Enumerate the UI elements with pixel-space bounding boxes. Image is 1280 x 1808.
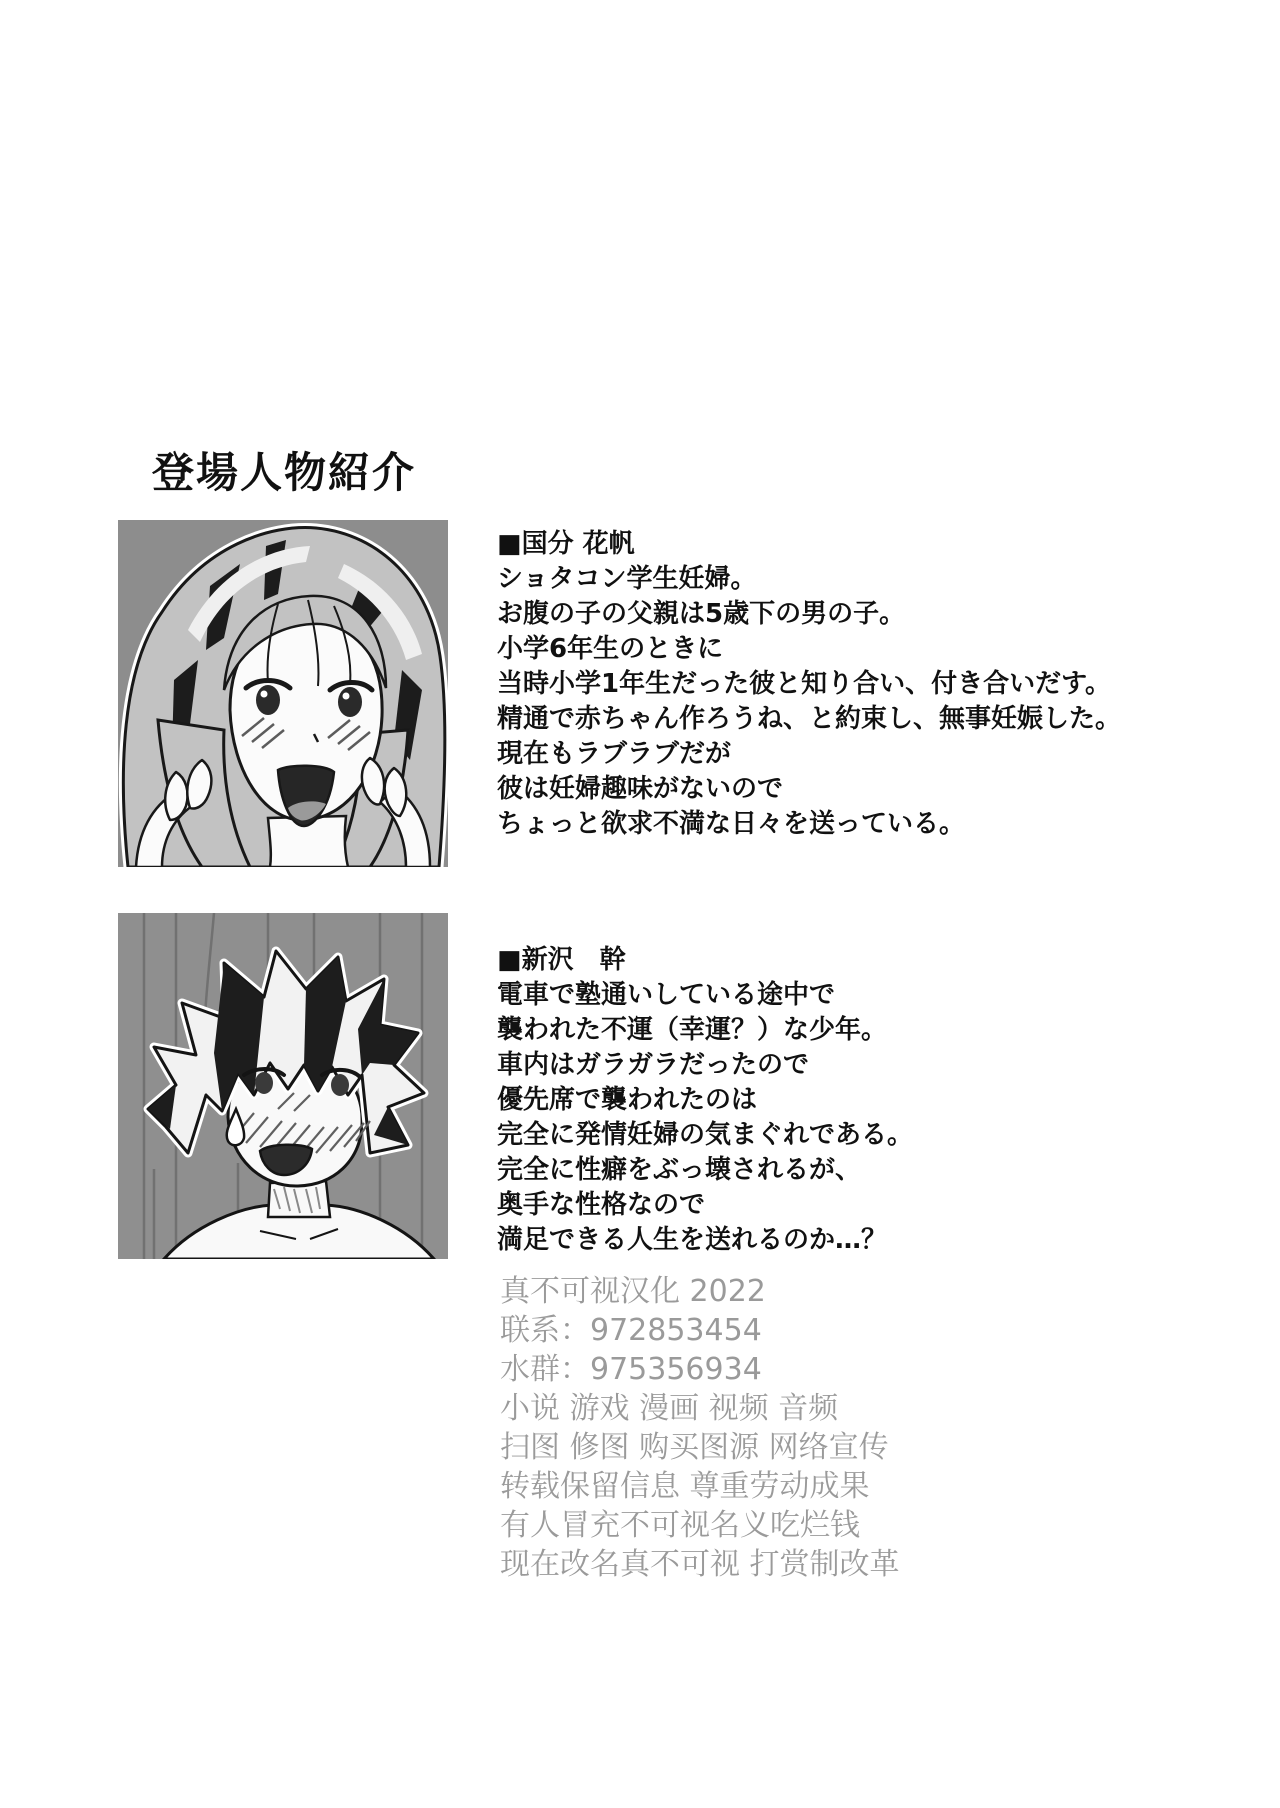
description-line: 電車で塾通いしている途中で: [497, 980, 836, 1010]
description-line: 小学6年生のときに: [497, 634, 724, 664]
character-2-description: [497, 943, 913, 1258]
character-1-description: [497, 527, 1121, 842]
portrait-character-2: [118, 913, 448, 1259]
description-line: 襲われた不運（幸運？）な少年。: [497, 1015, 888, 1045]
credit-line: 联系：972853454: [500, 1313, 762, 1348]
credit-line: 扫图 修图 购买图源 网络宣传: [500, 1430, 889, 1465]
girl-portrait-art: [118, 520, 448, 867]
credit-line: 真不可视汉化 2022: [500, 1274, 766, 1309]
description-line: 満足できる人生を送れるのか…？: [497, 1225, 888, 1255]
description-line: ショタコン学生妊婦。: [497, 564, 757, 594]
description-line: お腹の子の父親は5歳下の男の子。: [497, 599, 906, 629]
page-title: 登場人物紹介: [152, 448, 417, 497]
description-line: 完全に発情妊婦の気まぐれである。: [497, 1120, 914, 1150]
credit-line: 现在改名真不可视 打赏制改革: [500, 1547, 900, 1582]
portrait-character-1: [118, 520, 448, 867]
description-line: ちょっと欲求不満な日々を送っている。: [497, 809, 966, 839]
credit-line: 小说 游戏 漫画 视频 音频: [500, 1391, 839, 1426]
description-line: 奥手な性格なので: [497, 1190, 706, 1220]
description-line: 精通で赤ちゃん作ろうね、と約束し、無事妊娠した。: [497, 704, 1122, 734]
character-2-name: ■新沢 幹: [497, 945, 626, 975]
description-line: 完全に性癖をぶっ壊されるが、: [497, 1155, 862, 1185]
boy-portrait-art: [118, 913, 448, 1259]
description-line: 車内はガラガラだったので: [497, 1050, 810, 1080]
translation-credits: [500, 1272, 900, 1584]
description-line: 現在もラブラブだが: [497, 739, 732, 769]
description-line: 当時小学1年生だった彼と知り合い、付き合いだす。: [497, 669, 1112, 699]
credit-line: 水群：975356934: [500, 1352, 762, 1387]
credit-line: 转载保留信息 尊重劳动成果: [500, 1469, 870, 1504]
description-line: 彼は妊婦趣味がないので: [497, 774, 784, 804]
description-line: 優先席で襲われたのは: [497, 1085, 758, 1115]
character-1-name: ■国分 花帆: [497, 529, 635, 559]
credit-line: 有人冒充不可视名义吃烂钱: [500, 1508, 860, 1543]
